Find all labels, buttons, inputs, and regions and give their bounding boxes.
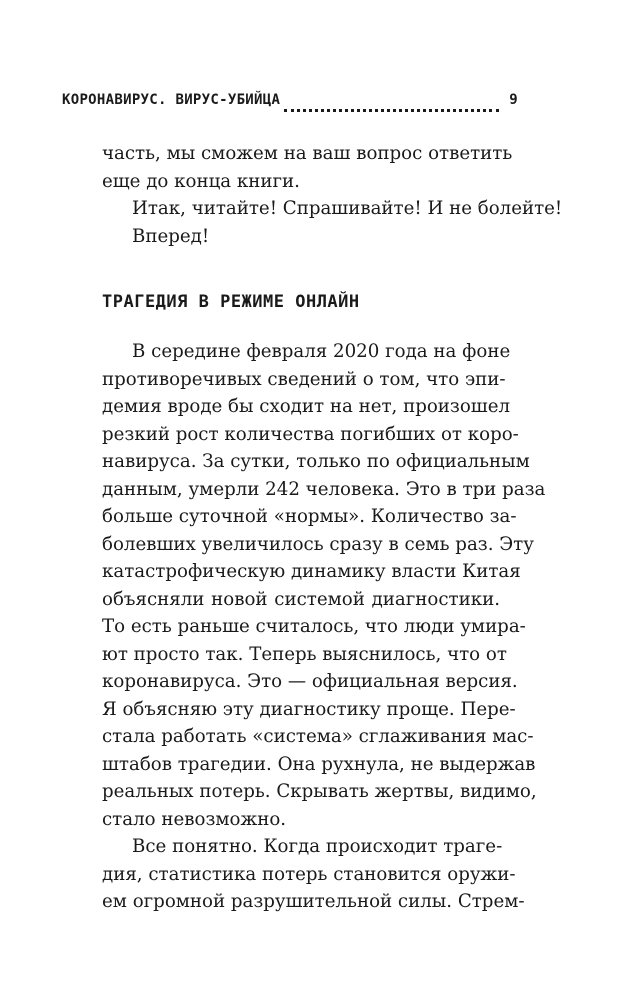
text-line: Все понятно. Когда происходит траге-	[132, 836, 503, 857]
text-line: часть, мы сможем на ваш вопрос ответить	[102, 143, 513, 164]
section-body	[102, 338, 546, 916]
text-line: коронавируса. Это — официальная версия.	[102, 671, 518, 692]
text-line: Вперед!	[132, 225, 210, 247]
text-line: объясняли новой системой диагностики.	[102, 588, 500, 610]
text-line: больше суточной «нормы». Количество за-	[102, 506, 517, 527]
text-line: Итак, читайте! Спрашивайте! И не болейте!	[132, 198, 563, 219]
text-line: Я объясняю эту диагностику проще. Пере-	[102, 698, 516, 720]
text-line: еще до конца книги.	[102, 170, 300, 192]
text-line: стала работать «система» сглаживания мас-	[102, 726, 534, 747]
text-line: навируса. За сутки, только по официальным	[102, 451, 530, 472]
text-line: В середине февраля 2020 года на фоне	[132, 341, 511, 362]
text-line: штабов трагедии. Она рухнула, не выдержав	[102, 753, 536, 775]
text-line: ем огромной разрушительной силы. Стрем-	[102, 891, 525, 912]
text-line: катастрофическую динамику власти Китая	[102, 561, 521, 582]
dotted-leader	[284, 99, 499, 112]
text-line: противоречивых сведений о том, что эпи-	[102, 368, 506, 390]
text-line: дия, статистика потерь становится оружи-	[102, 863, 516, 885]
text-line: резкий рост количества погибших от коро-	[102, 423, 519, 445]
intro-text	[102, 140, 563, 250]
text-line: стало невозможно.	[102, 808, 287, 830]
page-number: 9	[509, 92, 518, 108]
text-line: реальных потерь. Скрывать жертвы, видимо,	[102, 781, 537, 802]
running-head	[62, 92, 518, 114]
text-line: болевших увеличилось сразу в семь раз. Эту	[102, 533, 534, 555]
text-line: То есть раньше считалось, что люди умира-	[102, 616, 526, 637]
text-line: данным, умерли 242 человека. Это в три раза	[102, 478, 546, 500]
section-heading: ТРАГЕДИЯ В РЕЖИМЕ ОНЛАЙН	[102, 292, 360, 312]
text-line: ют просто так. Теперь выяснилось, что от	[102, 643, 507, 665]
text-line: демия вроде бы сходит на нет, произошел	[102, 396, 511, 417]
running-head-title: КОРОНАВИРУС. ВИРУС-УБИЙЦА	[62, 92, 281, 108]
